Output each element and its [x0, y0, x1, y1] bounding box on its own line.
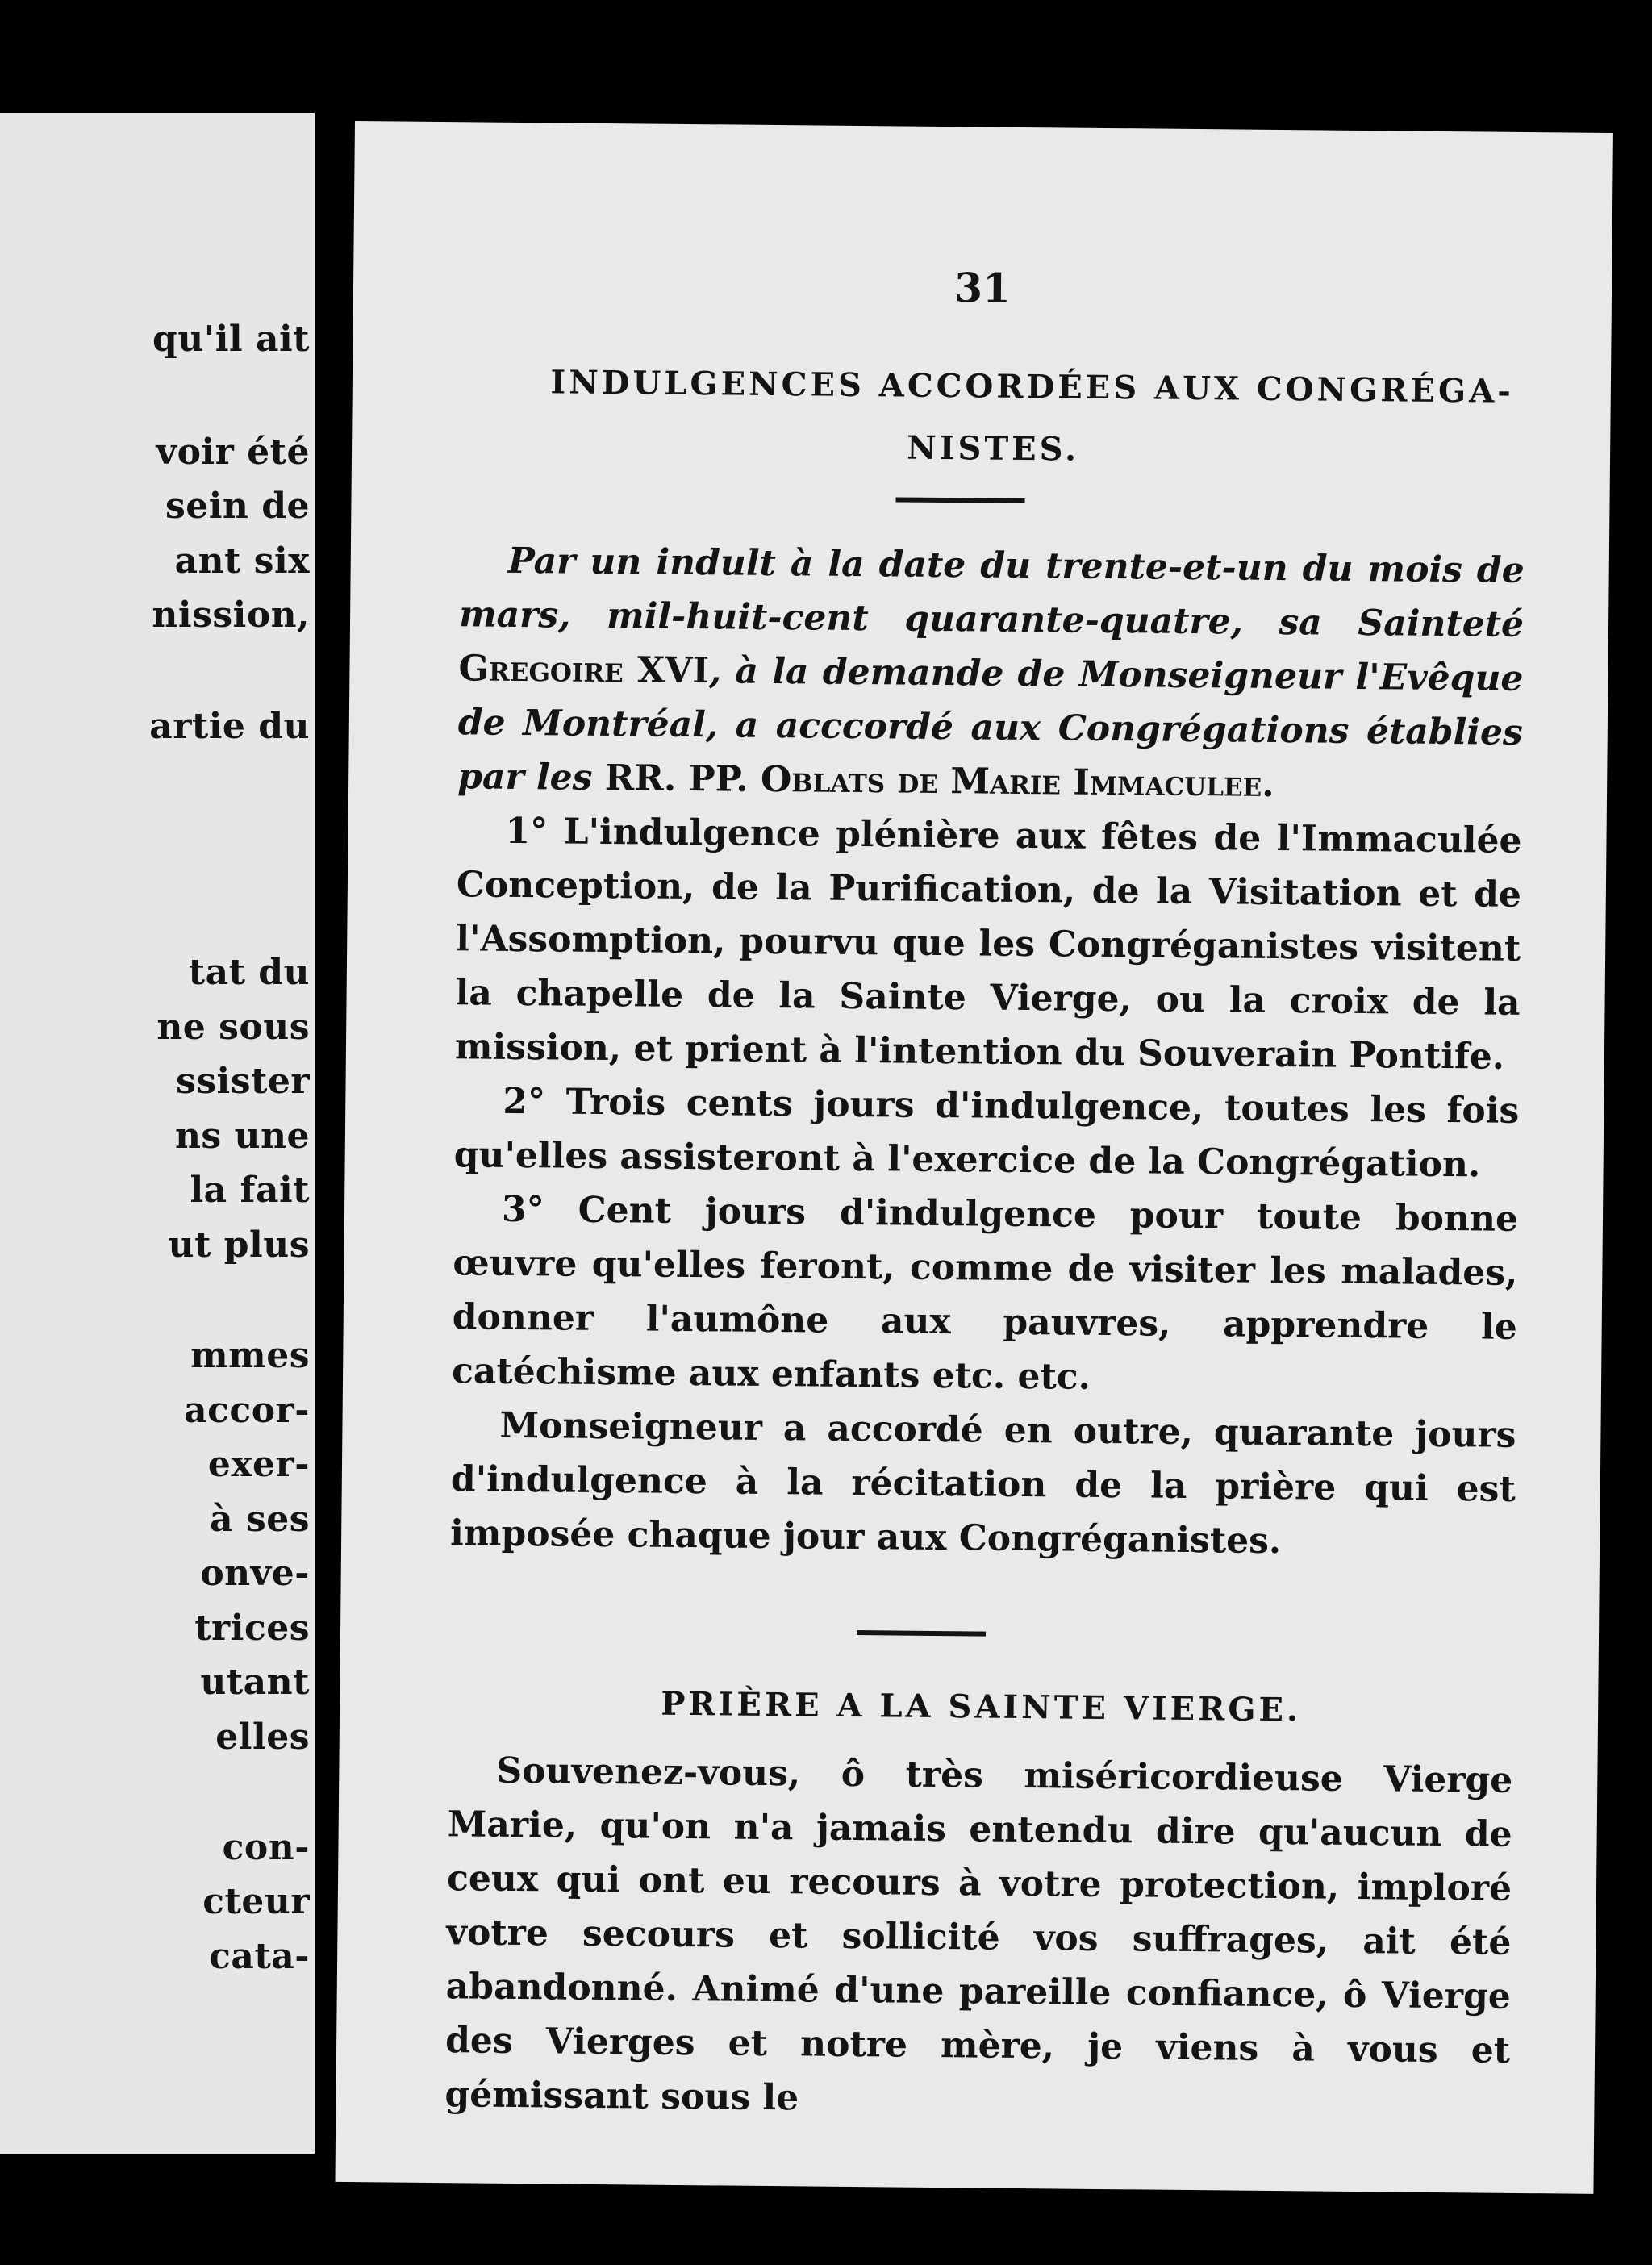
intro-text: Par un indult à la date du trente-et-un du mois de mars, mil-huit-cent quarante-quatre, sa Sainteté	[458, 540, 1525, 645]
left-line: sein de	[165, 486, 310, 527]
book-page	[335, 121, 1612, 2194]
prayer-title: PRIÈRE A LA SAINTE VIERGE.	[661, 1684, 1302, 1729]
left-line: accor-	[184, 1390, 310, 1431]
left-line: exer-	[207, 1444, 310, 1485]
left-line: con-	[222, 1827, 310, 1868]
left-line: la fait	[190, 1170, 310, 1211]
left-line: qu'il ait	[152, 319, 310, 360]
left-line: ne sous	[156, 1007, 310, 1048]
left-line: artie du	[149, 706, 310, 747]
prayer-divider	[857, 1630, 986, 1637]
left-line: nission,	[152, 594, 310, 636]
left-line: elles	[215, 1716, 310, 1758]
left-line: onve-	[200, 1553, 310, 1594]
indulgence-text	[450, 533, 1525, 1570]
left-line: voir été	[156, 432, 310, 473]
left-line: cata-	[209, 1936, 310, 1977]
left-line: mmes	[190, 1335, 310, 1376]
left-line: cteur	[202, 1881, 310, 1922]
left-line: trices	[194, 1608, 310, 1649]
indulgence-item: 1° L'indulgence plénière aux fêtes de l'Immaculée Conception, de la Purification, de la Visitation et de l'Assomption, pourvu que les Congréganistes visitent la chapelle de la Sainte Vierge, ou la croix de la mission, et prient à l'intention du Souverain Pontife.	[454, 810, 1522, 1078]
intro-paragraph	[457, 533, 1525, 814]
pope-name: Gregoire XVI	[458, 648, 710, 692]
page-number: 31	[953, 264, 1012, 312]
section-title: INDULGENCES ACCORDÉES AUX CONGRÉGA-	[550, 363, 1515, 411]
prayer-text: Souvenez-vous, ô très miséricordieuse Vierge Marie, qu'on n'a jamais entendu dire qu'aucun de ceux qui ont eu recours à votre protection, imploré votre secours et sollicité vos suffrages, ait été abandonné. Animé d'une pareille confiance, ô Vierge des Vierges et notre mère, je viens à vous et gémissant sous le	[444, 1750, 1513, 2119]
section-title-continued: NISTES.	[907, 428, 1080, 469]
indulgence-item: 3° Cent jours d'indulgence pour toute bonne œuvre qu'elles feront, comme de visiter les malades, donner l'aumône aux pauvres, apprendre le catéchisme aux enfants etc. etc.	[451, 1188, 1519, 1398]
left-line: ssister	[175, 1061, 310, 1102]
left-line: ut plus	[168, 1224, 310, 1266]
left-line: tat du	[188, 952, 310, 993]
order-name: RR. PP. Oblats de Marie Immaculee.	[604, 757, 1274, 805]
prayer-body	[444, 1743, 1512, 2132]
left-line: à ses	[210, 1499, 310, 1540]
left-line: ant six	[174, 540, 310, 582]
additional-indulgence: Monseigneur a accordé en outre, quarante jours d'indulgence à la récitation de la prière qui est imposée chaque jour aux Congréganistes.	[449, 1404, 1516, 1562]
indulgence-item: 2° Trois cents jours d'indulgence, toutes les fois qu'elles assisteront à l'exercice de la Congrégation.	[453, 1080, 1520, 1186]
left-line: ns une	[174, 1116, 310, 1157]
left-line: utant	[200, 1662, 310, 1703]
intro-text: , à la demande de Monseigneur l'Evêque de Montréal, a acccordé aux Congrégations établies par les	[457, 650, 1524, 799]
left-page-fragment	[0, 113, 315, 2154]
section-divider	[895, 497, 1024, 503]
